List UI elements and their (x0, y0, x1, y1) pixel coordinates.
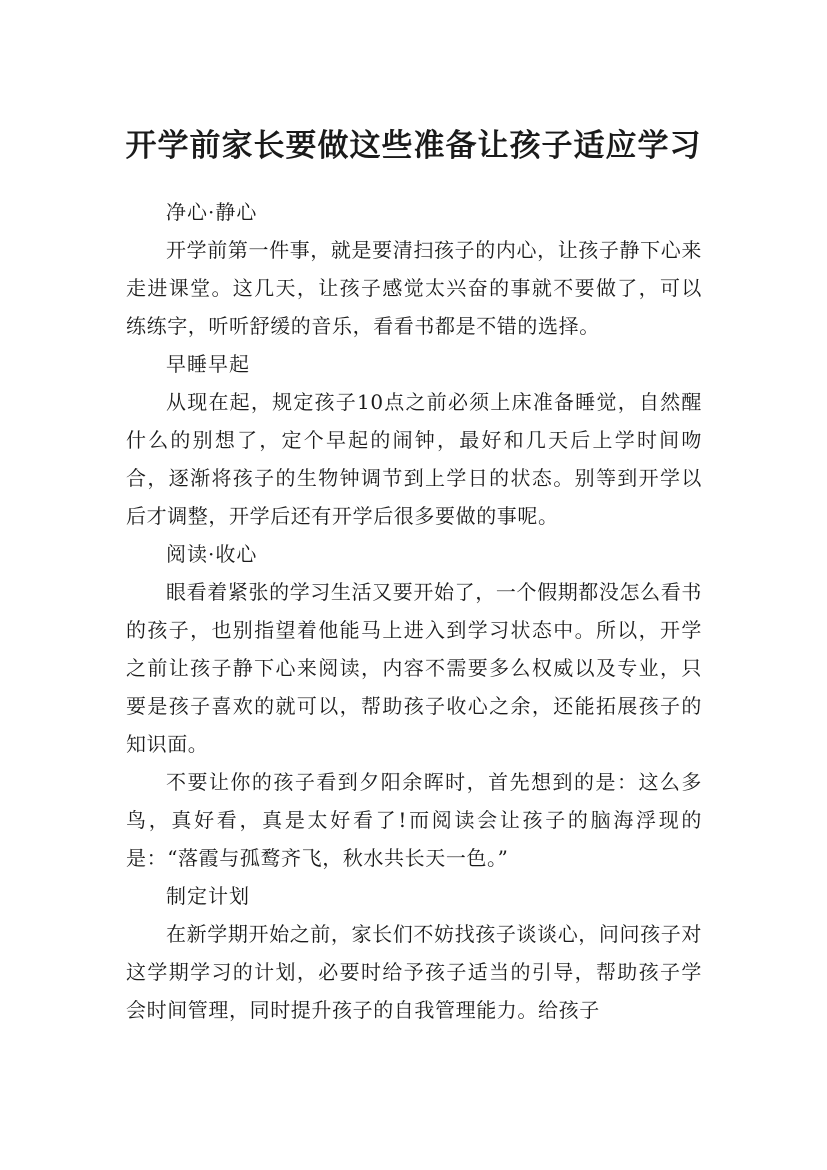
section-heading-clear-mind: 净心·静心 (166, 200, 258, 224)
body-paragraph: 不要让你的孩子看到夕阳余晖时，首先想到的是：这么多鸟，真好看，真是太好看了!而阅读会让孩子的脑海浮现的是：“落霞与孤鹜齐飞，秋水共长天一色。” (126, 770, 702, 870)
document-title: 开学前家长要做这些准备让孩子适应学习 (125, 127, 702, 164)
document-body (126, 193, 702, 1029)
body-paragraph: 从现在起，规定孩子10点之前必须上床准备睡觉，自然醒什么的别想了，定个早起的闹钟，最好和几天后上学时间吻合，逐渐将孩子的生物钟调节到上学日的状态。别等到开学以后才调整，开学后还有开学后很多要做的事呢。 (126, 390, 702, 528)
body-paragraph: 眼看着紧张的学习生活又要开始了，一个假期都没怎么看书的孩子，也别指望着他能马上进入到学习状态中。所以，开学之前让孩子静下心来阅读，内容不需要多么权威以及专业，只要是孩子喜欢的就可以，帮助孩子收心之余，还能拓展孩子的知识面。 (126, 580, 702, 756)
section-heading-make-plan: 制定计划 (166, 884, 250, 908)
section-heading-sleep-early: 早睡早起 (166, 352, 250, 376)
section-heading-reading: 阅读·收心 (166, 542, 258, 566)
body-paragraph: 在新学期开始之前，家长们不妨找孩子谈谈心，问问孩子对这学期学习的计划，必要时给予孩子适当的引导，帮助孩子学会时间管理，同时提升孩子的自我管理能力。给孩子 (126, 922, 702, 1022)
body-paragraph: 开学前第一件事，就是要清扫孩子的内心，让孩子静下心来走进课堂。这几天，让孩子感觉太兴奋的事就不要做了，可以练练字，听听舒缓的音乐，看看书都是不错的选择。 (126, 238, 702, 338)
